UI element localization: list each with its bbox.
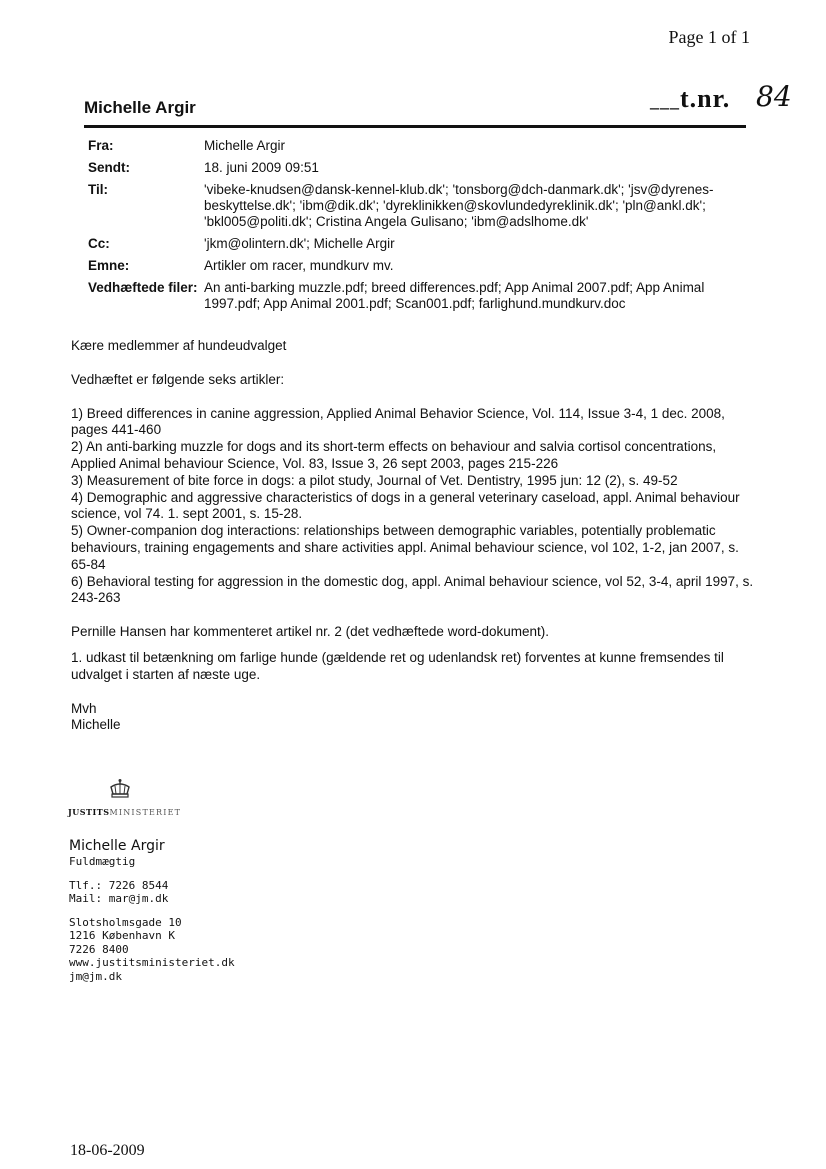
header-value: 'jkm@olintern.dk'; Michelle Argir — [204, 236, 395, 251]
article-item: 6) Behavioral testing for aggression in the domestic dog, appl. Animal behaviour science, vol 52, 3-4, april 1997, s. 243-263 — [71, 573, 754, 606]
header-subject — [88, 258, 756, 274]
intro: Vedhæftet er følgende seks artikler: — [71, 371, 285, 387]
header-label: Til: — [88, 182, 108, 197]
closing: Mvh — [71, 700, 97, 716]
signature-name: Michelle Argir — [69, 838, 165, 854]
signature-block — [69, 838, 235, 983]
header-label: Emne: — [88, 258, 130, 273]
signature-phone: Tlf.: 7226 8544 — [69, 878, 169, 892]
header-value: Artikler om racer, mundkurv mv. — [204, 258, 394, 273]
address-line: 7226 8400 — [69, 942, 129, 956]
header-rule — [84, 125, 746, 128]
article-item: 4) Demographic and aggressive characteristics of dogs in a general veterinary caseload, appl. Animal behaviour science, vol 74. 1. sept 2001, s. 15-28. — [71, 489, 740, 522]
sender-heading: Michelle Argir — [84, 98, 196, 117]
draft-note: 1. udkast til betænkning om farlige hunde (gældende ret og udenlandsk ret) forventes at kunne fremsendes til udvalget i starten af næste uge. — [71, 649, 724, 682]
journal-number-handwritten: 84 — [756, 80, 792, 113]
journal-stamp — [650, 84, 730, 114]
header-attachments — [88, 280, 756, 312]
article-item: 3) Measurement of bite force in dogs: a pilot study, Journal of Vet. Dentistry, 1995 jun: 12 (2), s. 49-52 — [71, 472, 678, 488]
signoff: Michelle — [71, 717, 121, 733]
article-item: 2) An anti-barking muzzle for dogs and its short-term effects on behaviour and salvia cortisol concentrations, Applied Animal behaviour Science, Vol. 83, Issue 3, 26 sept 2003, pages 215-226 — [71, 439, 717, 471]
comment: Pernille Hansen har kommenteret artikel nr. 2 (det vedhæftede word-dokument). — [71, 624, 549, 640]
address-line: www.justitsministeriet.dk — [69, 956, 235, 969]
signature-title: Fuldmægtig — [69, 855, 136, 868]
header-sent — [88, 160, 756, 176]
wordmark-light: MINISTERIET — [109, 808, 182, 817]
crown-icon — [108, 778, 132, 800]
ministry-logo — [68, 778, 181, 817]
header-from — [88, 138, 756, 154]
header-to — [88, 182, 756, 230]
signature-mail: Mail: mar@jm.dk — [69, 892, 169, 905]
page-number: Page 1 of 1 — [668, 27, 750, 47]
wordmark-bold: JUSTITS — [68, 807, 110, 817]
header-label: Fra: — [88, 138, 114, 153]
header-cc — [88, 236, 756, 252]
header-value: Michelle Argir — [204, 138, 286, 153]
address-line: jm@jm.dk — [69, 969, 122, 983]
address-line: 1216 København K — [69, 929, 175, 942]
article-item: 5) Owner-companion dog interactions: relationships between demographic variables, potentially problematic behaviours, training engagements and share activities appl. Animal behaviour science, vol 102, 1-2, jan 2007, s. 65-84 — [71, 523, 739, 572]
journal-stamp-text: t.nr. — [680, 84, 731, 113]
footer-date: 18-06-2009 — [70, 1142, 145, 1159]
article-item: 1) Breed differences in canine aggression, Applied Animal Behavior Science, Vol. 114, Issue 3-4, 1 dec. 2008, pages 441-460 — [71, 405, 725, 438]
header-value: 'vibeke-knudsen@dansk-kennel-klub.dk'; 'tonsborg@dch-danmark.dk'; 'jsv@dyrenes-beskyttelse.dk'; 'ibm@dik.dk'; 'dyreklinikken@skovlundedyreklinik.dk'; 'pln@ankl.dk'; 'bkl005@politi.dk'; Cristina Angela Gulisano; 'ibm@adslhome.dk' — [204, 182, 714, 229]
header-label: Vedhæftede filer: — [88, 280, 198, 295]
email-headers — [88, 138, 756, 318]
email-body — [71, 338, 761, 734]
journal-stamp-prefix: ___ — [650, 91, 680, 111]
header-label: Sendt: — [88, 160, 130, 175]
header-value: 18. juni 2009 09:51 — [204, 160, 319, 175]
address-line: Slotsholmsgade 10 — [69, 915, 182, 929]
header-value: An anti-barking muzzle.pdf; breed differences.pdf; App Animal 2007.pdf; App Animal 1997.pdf; App Animal 2001.pdf; Scan001.pdf; farlighund.mundkurv.doc — [204, 280, 705, 311]
greeting: Kære medlemmer af hundeudvalget — [71, 338, 287, 353]
ministry-wordmark — [68, 807, 181, 817]
header-label: Cc: — [88, 236, 110, 251]
